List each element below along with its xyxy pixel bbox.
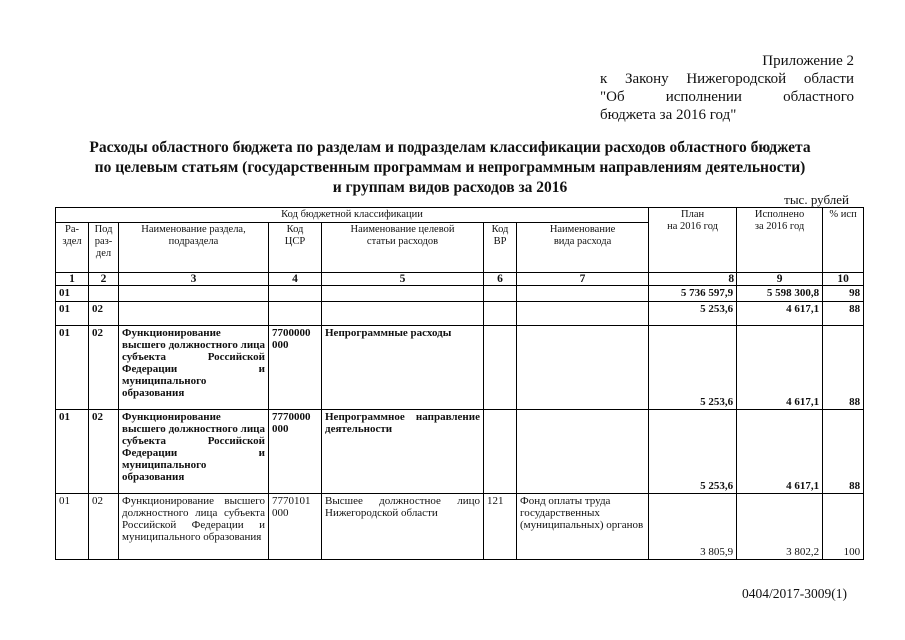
cell-plan: 5 253,6 [649, 410, 737, 494]
cell-kind: Фонд оплаты труда государственных (муниципальных) органов [517, 494, 649, 560]
appendix-line3 [600, 88, 854, 106]
cell-plan: 5 736 597,9 [649, 286, 737, 302]
cell-executed: 4 617,1 [737, 302, 823, 326]
cell-name [119, 286, 269, 302]
cell-razdel: 01 [56, 410, 89, 494]
title-line: Расходы областного бюджета по разделам и подразделам классификации расходов областного бюджета [89, 139, 811, 156]
table-row [56, 286, 864, 302]
cell-kind [517, 410, 649, 494]
cell-executed: 4 617,1 [737, 410, 823, 494]
header-percent: % исп [823, 208, 864, 273]
cell-target: Непрограммное направление деятельности [322, 410, 484, 494]
cell-razdel: 01 [56, 494, 89, 560]
appendix-title: Приложение 2 [762, 53, 854, 69]
appendix-word: к [600, 71, 608, 87]
cell-vr [484, 410, 517, 494]
appendix-word: исполнении [665, 89, 742, 105]
cell-percent: 100 [823, 494, 864, 560]
cell-name: Функционирование высшего должностного лица субъекта Российской Федерации и муниципального образования [119, 410, 269, 494]
cell-csr [269, 302, 322, 326]
cell-name [119, 302, 269, 326]
appendix-word: Нижегородской [686, 71, 787, 87]
appendix-word: областного [783, 89, 854, 105]
cell-executed: 4 617,1 [737, 326, 823, 410]
cell-plan: 3 805,9 [649, 494, 737, 560]
header-vr: Код ВР [484, 223, 517, 273]
cell-kind [517, 302, 649, 326]
table-row [56, 494, 864, 560]
cell-target: Высшее должностное лицо Нижегородской области [322, 494, 484, 560]
title-line: и группам видов расходов за 2016 [332, 179, 568, 196]
col-number: 2 [89, 273, 119, 286]
cell-podrazdel: 02 [89, 302, 119, 326]
cell-name: Функционирование высшего должностного лица субъекта Российской Федерации и муниципального образования [119, 494, 269, 560]
cell-plan: 5 253,6 [649, 302, 737, 326]
col-number: 4 [269, 273, 322, 286]
col-number: 3 [119, 273, 269, 286]
col-number: 10 [823, 273, 864, 286]
appendix-word: области [803, 71, 854, 87]
appendix-line2 [600, 70, 854, 88]
cell-target [322, 302, 484, 326]
cell-percent: 88 [823, 302, 864, 326]
cell-csr: 7770101 000 [269, 494, 322, 560]
header-expense-type: Наименование вида расхода [517, 223, 649, 273]
cell-podrazdel: 02 [89, 494, 119, 560]
cell-percent: 88 [823, 326, 864, 410]
header-plan: План на 2016 год [649, 208, 737, 273]
cell-executed: 5 598 300,8 [737, 286, 823, 302]
cell-podrazdel: 02 [89, 410, 119, 494]
cell-vr [484, 286, 517, 302]
column-number-row [56, 273, 864, 286]
cell-vr: 121 [484, 494, 517, 560]
cell-executed: 3 802,2 [737, 494, 823, 560]
cell-kind [517, 286, 649, 302]
cell-percent: 88 [823, 410, 864, 494]
header-executed: Исполнено за 2016 год [737, 208, 823, 273]
header-razdel: Ра- здел [56, 223, 89, 273]
cell-razdel: 01 [56, 286, 89, 302]
col-number: 9 [737, 273, 823, 286]
appendix-line4: бюджета за 2016 год" [600, 107, 737, 123]
cell-name: Функционирование высшего должностного лица субъекта Российской Федерации и муниципального образования [119, 326, 269, 410]
col-number: 8 [649, 273, 737, 286]
header-podrazdel: Под раз- дел [89, 223, 119, 273]
document-title [60, 138, 840, 198]
title-line: по целевым статьям (государственным программам и непрограммным направлениям деятельности) [94, 159, 806, 176]
col-number: 6 [484, 273, 517, 286]
table-row [56, 326, 864, 410]
cell-target [322, 286, 484, 302]
budget-table [55, 207, 864, 560]
cell-csr: 7700000 000 [269, 326, 322, 410]
header-csr: Код ЦСР [269, 223, 322, 273]
cell-csr: 7770000 000 [269, 410, 322, 494]
header-budget-code: Код бюджетной классификации [56, 208, 649, 223]
cell-podrazdel [89, 286, 119, 302]
cell-razdel: 01 [56, 326, 89, 410]
col-number: 5 [322, 273, 484, 286]
cell-podrazdel: 02 [89, 326, 119, 410]
cell-razdel: 01 [56, 302, 89, 326]
cell-vr [484, 326, 517, 410]
cell-percent: 98 [823, 286, 864, 302]
col-number: 1 [56, 273, 89, 286]
header-row [56, 208, 864, 223]
appendix-word: "Об [600, 89, 625, 105]
col-number: 7 [517, 273, 649, 286]
cell-kind [517, 326, 649, 410]
cell-csr [269, 286, 322, 302]
cell-target: Непрограммные расходы [322, 326, 484, 410]
units-label: тыс. рублей [784, 192, 849, 207]
header-name: Наименование раздела, подраздела [119, 223, 269, 273]
header-target: Наименование целевой статьи расходов [322, 223, 484, 273]
appendix-block [600, 52, 854, 124]
document-number: 0404/2017-3009(1) [742, 586, 847, 601]
appendix-word: Закону [624, 71, 669, 87]
table-row [56, 302, 864, 326]
cell-vr [484, 302, 517, 326]
table-row [56, 410, 864, 494]
cell-plan: 5 253,6 [649, 326, 737, 410]
